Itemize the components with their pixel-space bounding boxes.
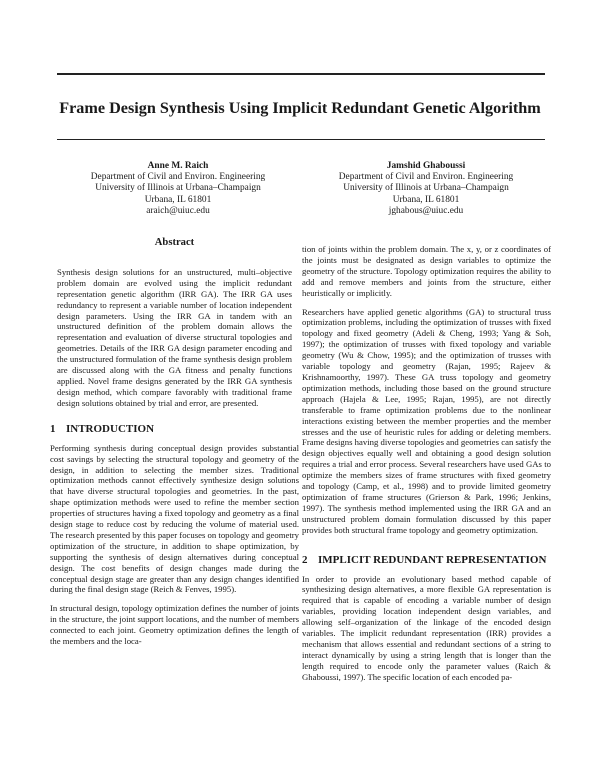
author-university: University of Illinois at Urbana–Champaign	[343, 183, 509, 194]
title-rule	[57, 139, 545, 140]
left-column	[50, 238, 299, 655]
author-department: Department of Civil and Environ. Engineering	[90, 172, 266, 183]
author-name: Anne M. Raich	[147, 161, 209, 171]
paragraph: In structural design, topology optimization defines the number of joints in the structure, the joint support locations, and the number of members connected to each joint. Geometry optimization defines the length of the members and the loca-	[50, 603, 299, 647]
author-email: jghabous@uiuc.edu	[388, 205, 464, 216]
author-university: University of Illinois at Urbana–Champaign	[95, 183, 261, 194]
section-title: INTRODUCTION	[66, 422, 155, 435]
abstract-heading: Abstract	[154, 237, 195, 248]
author-email: araich@uiuc.edu	[146, 205, 210, 216]
author-city: Urbana, IL 61801	[392, 194, 460, 205]
paragraph: Researchers have applied genetic algorithms (GA) to structural truss optimization problems, including the optimization of trusses with fixed topology and fixed geometry (Adeli & Cheng, 1993; Yang & Soh, 1997); the optimization of trusses with fixed topology and variable geometry (Wu & Chow, 1995); and the optimization of trusses with variable topology and geometry (Rajan, 1995; Rajeev & Krishnamoorthy, 1997). These GA truss topology and geometry optimization methods, including those based on the ground structure approach (Hajela & Lee, 1995; Rajan, 1995), are not directly transferable to frame optimization problems due to the nonlinear interactions existing between the member properties and the member stresses and the use of heuristic rules for adding or deleting members. Frame designs having diverse topologies and geometries can satisfy the design objectives equally well and obtaining a good design solution requires a trial and error process. Several researchers have used GAs to optimize the members sizes of frame structures with fixed geometry and topology (Camp, et al., 1998) and to provide limited geometry optimization of frame structures (Grierson & Park, 1996; Jenkins, 1997). The synthesis method implemented using the IRR GA and an unstructured problem domain formulation discussed by this paper provides both structural frame topology and geometry optimization.	[302, 306, 551, 535]
author-name: Jamshid Ghaboussi	[386, 161, 466, 171]
section-heading	[50, 423, 299, 436]
paragraph: In order to provide an evolutionary based method capable of synthesizing design alternatives, a more flexible GA representation is required that is capable of encoding a variable number of design variables, providing location independent design variables, and allowing self–organization of the linkage of the encoded design variables. The implicit redundant representation (IRR) provides a mechanism that allows essential and redundant sections of a string to interact dynamically by using a string length that is longer than the length required to encode only the parameter values (Raich & Ghaboussi, 1997). The specific location of each encoded pa-	[302, 573, 551, 682]
right-column	[302, 244, 551, 691]
abstract-text: Synthesis design solutions for an unstructured, multi–objective problem domain are evolved using the implicit redundant representation genetic algorithm (IRR GA). The IRR GA uses redundancy to represent a variable number of location independent design parameters. Using the IRR GA in tandem with an unstructured definition of the problem domain allows the representation and evaluation of diverse structural topologies and geometries. Details of the IRR GA design parameter encoding and the unstructured formulation of the frame synthesis design problem are discussed along with the GA fitness and penalty functions applied. Novel frame designs generated by the IRR GA synthesis design method, which compare favorably with traditional frame design solutions obtained by trial and error, are presented.	[57, 266, 292, 408]
author-department: Department of Civil and Environ. Engineering	[338, 172, 514, 183]
author-city: Urbana, IL 61801	[144, 194, 212, 205]
paper-title: Frame Design Synthesis Using Implicit Redundant Genetic Algorithm	[59, 99, 541, 117]
paragraph: Performing synthesis during conceptual design provides substantial cost savings by selecting the structural topology and geometry of the design, in addition to selecting the member sizes. Traditional optimization methods cannot effectively synthesize design solutions that have diverse structural topologies and geometries. In the past, shape optimization methods were used to refine the member section properties of structures having a fixed topology and geometry as a final design stage to reduce cost by reducing the volume of material used. The research presented by this paper focuses on topology and geometry optimization of the structure, in addition to shape optimization, by supporting the synthesis of design alternatives during conceptual design. The cost benefits of design changes made during the conceptual design stage are greater than any design changes identified during the final design stage (Reich & Fenves, 1995).	[50, 442, 299, 595]
section-number: 1	[50, 422, 56, 435]
section-number: 2	[302, 553, 308, 566]
author-block	[62, 161, 294, 217]
top-rule	[57, 73, 545, 75]
section-heading	[302, 554, 551, 567]
paragraph: tion of joints within the problem domain. The x, y, or z coordinates of the joints must be designated as design variables to optimize the geometry of the structure. Topology optimization requires the ability to add and remove members and joints from the structure, either heuristically or implicitly.	[302, 244, 551, 298]
author-block	[310, 161, 542, 217]
section-title: IMPLICIT REDUNDANT REPRESENTATION	[318, 553, 547, 566]
